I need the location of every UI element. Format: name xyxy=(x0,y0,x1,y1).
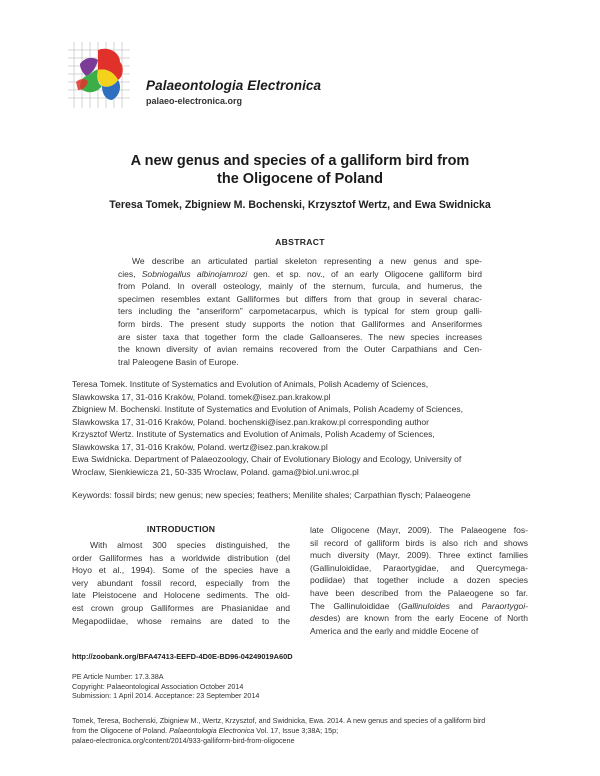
abstract-text: gen. et sp. nov., of an early Oligocene galliform bird xyxy=(247,268,483,279)
affiliation-line: Slawkowska 17, 31-016 Kraków, Poland. tomek@isez.pan.krakow.pl xyxy=(72,391,331,402)
article-metadata xyxy=(72,672,259,701)
citation xyxy=(72,716,532,745)
intro-line: very abundant fossil record, especially from the xyxy=(72,577,290,588)
intro-line: sil record of galliform birds is also rich and shows xyxy=(310,537,528,548)
intro-line: late Pleistocene and Holocene sediments. The old- xyxy=(72,590,290,601)
intro-line: much diversity (Mayr, 2009). Three extinct families xyxy=(310,550,528,561)
abstract-line: tral Paleogene Basin of Europe. xyxy=(118,356,239,367)
intro-line: Hoyo et al., 1994). Some of the species have a xyxy=(72,565,290,576)
taxon-name: Paraortygoi- xyxy=(481,600,528,611)
taxon-name: Gallinuloides xyxy=(400,600,450,611)
citation-line xyxy=(72,726,532,736)
affiliation-line: Zbigniew M. Bochenski. Institute of Systematics and Evolution of Animals, Polish Academy of Sciences, xyxy=(72,404,463,414)
intro-line: Megapodiidae, whose remains are dated to the xyxy=(72,615,290,626)
intro-line: have been described from the Palaeogene so far. xyxy=(310,587,528,598)
zoobank-link[interactable]: http://zoobank.org/BFA47413-EEFD-4D0E-BD96-04249019A60D xyxy=(72,652,293,661)
abstract-body xyxy=(118,255,482,368)
affiliation-line: Teresa Tomek. Institute of Systematics and Evolution of Animals, Polish Academy of Sciences, xyxy=(72,379,429,389)
article-number: PE Article Number: 17.3.38A xyxy=(72,672,164,681)
journal-url[interactable]: palaeo-electronica.org xyxy=(146,96,243,106)
abstract-text: cies, xyxy=(118,268,142,279)
intro-line xyxy=(310,600,528,613)
abstract-line: specimen resembles extant Galliformes but differs from that group in several charac- xyxy=(118,293,482,304)
author-list: Teresa Tomek, Zbigniew M. Bochenski, Krzysztof Wertz, and Ewa Swidnicka xyxy=(109,199,491,211)
affiliation-line: Ewa Swidnicka. Department of Palaeozoology, Chair of Evolutionary Biology and Ecology, University of xyxy=(72,454,462,464)
intro-line: With almost 300 species distinguished, the xyxy=(90,540,290,550)
affiliation-line: Krzysztof Wertz. Institute of Systematics and Evolution of Animals, Polish Academy of Sciences, xyxy=(72,429,435,439)
affiliation-line: Wroclaw, Sienkiewicza 21, 50-335 Wroclaw, Poland. gama@biol.uni.wroc.pl xyxy=(72,466,359,477)
article-title xyxy=(0,152,600,188)
citation-text: from the Oligocene of Poland. xyxy=(72,725,170,735)
introduction-column-2 xyxy=(310,524,528,637)
title-line-1: A new genus and species of a galliform bird from xyxy=(130,153,470,169)
citation-line: Tomek, Teresa, Bochenski, Zbigniew M., Wertz, Krzysztof, and Swidnicka, Ewa. 2014. A new genus and species of a galliform bird xyxy=(72,716,486,725)
abstract-line: from Poland. In overall osteology, mainly of the sternum, furcula, and humerus, the xyxy=(118,281,482,292)
abstract-line: We describe an articulated partial skeleton representing a new genus and spe- xyxy=(132,256,482,266)
intro-line: podiidae) that together include a dozen species xyxy=(310,575,528,586)
intro-line: est crown group Galliformes are Phasianidae and xyxy=(72,602,290,613)
intro-text: and xyxy=(449,600,482,611)
journal-name: Palaeontologia Electronica xyxy=(146,78,322,93)
citation-journal: Palaeontologia Electronica xyxy=(169,725,255,735)
introduction-column-1 xyxy=(72,539,290,627)
taxon-name: des xyxy=(310,613,324,624)
intro-line: order Galliformes has a worldwide distribution (del xyxy=(72,552,290,563)
copyright: Copyright: Palaeontological Association October 2014 xyxy=(72,681,244,691)
species-name: Sobniogallus albinojamrozi xyxy=(141,268,248,279)
abstract-line: the known diversity of avian remains recovered from the Outer Carpathians and Cen- xyxy=(118,344,482,355)
intro-line: (Gallinuloididae, Paraortygidae, and Quercymega- xyxy=(310,562,528,573)
journal-logo xyxy=(68,42,130,108)
introduction-heading: INTRODUCTION xyxy=(146,524,216,534)
abstract-line: form birds. The present study supports the notion that Galliformes and Anseriformes xyxy=(118,318,482,329)
abstract-line xyxy=(118,268,482,281)
intro-text: des) are known from the early Eocene of North xyxy=(323,613,528,624)
title-line-2: the Oligocene of Poland xyxy=(217,171,383,187)
citation-text: Vol. 17, Issue 3;38A; 15p; xyxy=(254,725,339,735)
abstract-heading: ABSTRACT xyxy=(275,237,325,247)
intro-line xyxy=(310,612,528,625)
submission-dates: Submission: 1 April 2014. Acceptance: 23 September 2014 xyxy=(72,691,260,701)
abstract-line: ters including the “anseriform” carpometacarpus, which is typical for stem group galli- xyxy=(118,306,482,317)
affiliation-line: Slawkowska 17, 31-016 Kraków, Poland. wertz@isez.pan.krakow.pl xyxy=(72,441,328,452)
intro-line: America and the early and middle Eocene of xyxy=(310,625,479,636)
abstract-line: are sister taxa that together form the clade Galloanseres. The new species increases xyxy=(118,331,482,342)
keywords: Keywords: fossil birds; new genus; new species; feathers; Menilite shales; Carpathian flysch; Palaeogene xyxy=(72,490,471,500)
citation-url[interactable]: palaeo-electronica.org/content/2014/933-galliform-bird-from-oligocene xyxy=(72,735,295,745)
affiliation-line: Slawkowska 17, 31-016 Kraków, Poland. bochenski@isez.pan.krakow.pl corresponding author xyxy=(72,416,429,427)
intro-line: late Oligocene (Mayr, 2009). The Palaeogene fos- xyxy=(310,525,528,535)
author-affiliations xyxy=(72,378,534,478)
intro-text: The Gallinuloididae ( xyxy=(310,600,401,611)
